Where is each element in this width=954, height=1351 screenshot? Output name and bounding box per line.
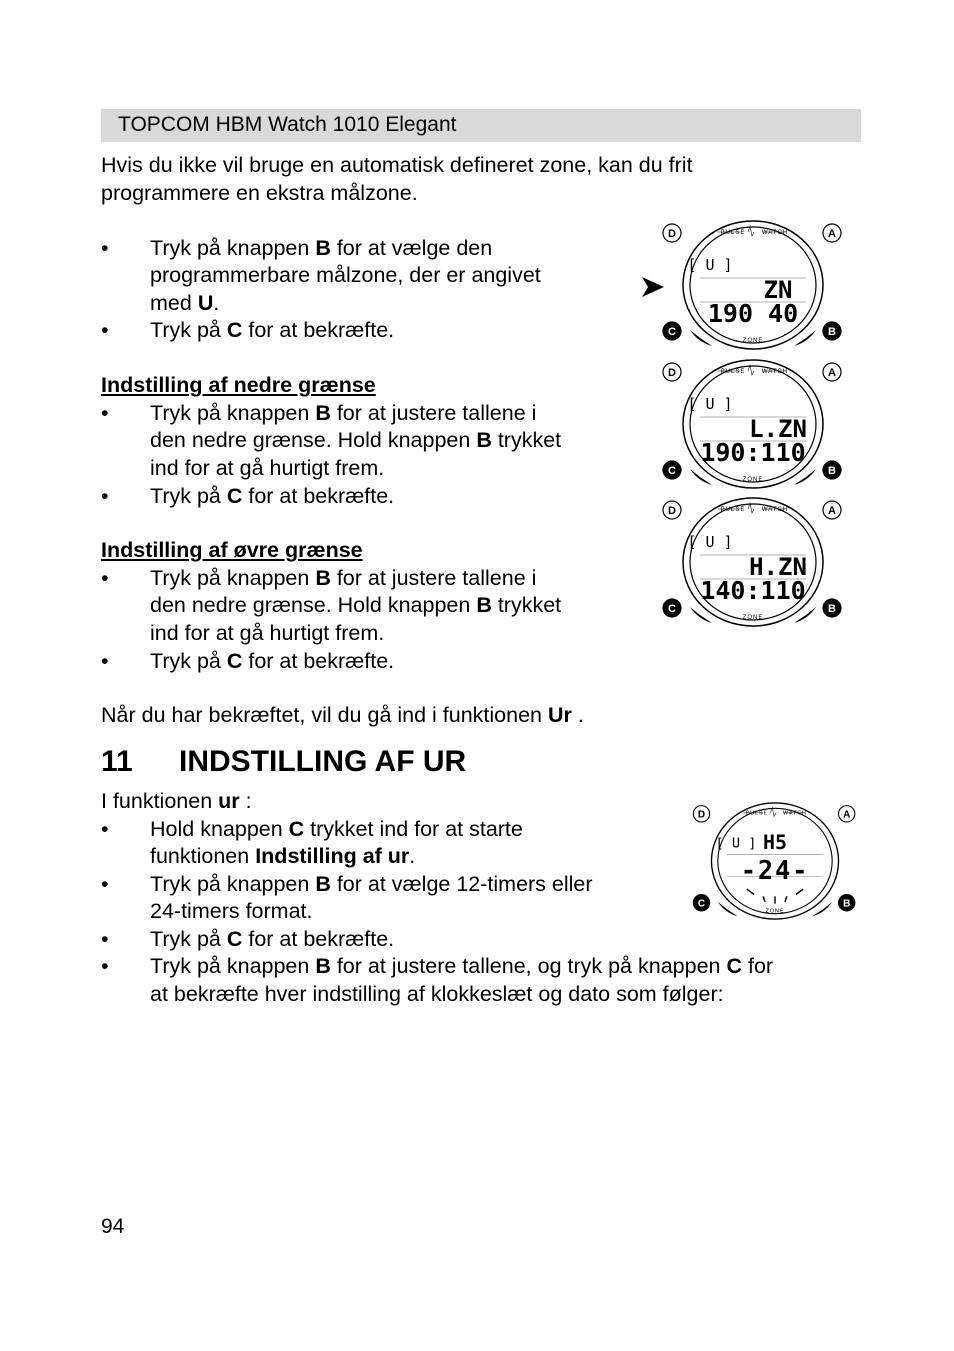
list-item-text: programmerbare målzone, der er angivet — [150, 263, 541, 287]
watch-illustration-3 — [660, 497, 846, 627]
lower-limit-heading: Indstilling af nedre grænse — [101, 373, 376, 397]
button-c-icon-label: C — [697, 898, 706, 910]
button-a-icon-label: A — [828, 367, 836, 379]
watch-brand-text: PULSE — [720, 369, 746, 375]
list-item-text: den nedre grænse. Hold knappen B trykket — [150, 428, 562, 452]
bullet: • — [101, 649, 109, 673]
bullet: • — [101, 236, 109, 260]
button-a-icon-label: A — [843, 809, 851, 821]
watch-top-display: H.ZN — [749, 553, 807, 581]
heart-icon-indicator: [ U ] — [687, 395, 733, 413]
watch-zone-text: ZONE — [742, 615, 764, 621]
button-b-icon-label: B — [828, 603, 836, 615]
heart-icon-indicator: [ U ] — [687, 533, 733, 551]
watch-zone-text: ZONE — [742, 477, 764, 483]
bullet: • — [101, 318, 109, 342]
button-c-icon-label: C — [668, 465, 676, 477]
watch-top-display: ZN — [763, 276, 793, 304]
list-item-text: den nedre grænse. Hold knappen B trykket — [150, 593, 562, 617]
button-d-icon-label: D — [697, 809, 706, 821]
bullet: • — [101, 484, 109, 508]
watch-top-display: H5 — [762, 830, 788, 855]
watch-top-display: L.ZN — [749, 415, 807, 443]
watch-zone-text: ZONE — [765, 908, 785, 915]
after-confirm-text: Når du har bekræftet, vil du gå ind i funktionen Ur . — [101, 703, 584, 727]
heart-icon-indicator: [ U ] — [715, 835, 757, 852]
list-item-text: med U. — [150, 291, 220, 315]
intro-line-2: programmere en ekstra målzone. — [101, 181, 418, 205]
watch-illustration-2 — [660, 359, 846, 489]
intro-line-1: Hvis du ikke vil bruge en automatisk defineret zone, kan du frit — [101, 153, 693, 177]
button-c-icon-label: C — [668, 603, 676, 615]
bullet: • — [101, 954, 109, 978]
watch-bottom-display: -24- — [740, 855, 810, 886]
watch-bottom-display: 140:110 — [700, 576, 806, 605]
button-a-icon-label: A — [828, 505, 836, 517]
button-d-icon-label: D — [668, 367, 676, 379]
button-b-icon-label: B — [828, 326, 836, 338]
list-item-text: 24-timers format. — [150, 899, 313, 923]
bullet: • — [101, 401, 109, 425]
button-b-icon-label: B — [843, 898, 851, 910]
watch-brand-text: WATCH — [783, 810, 807, 817]
watch-brand-text: WATCH — [761, 507, 789, 513]
watch-brand-text: WATCH — [761, 230, 789, 236]
heart-icon-indicator: [ U ] — [687, 256, 733, 274]
watch-illustration-4 — [690, 802, 860, 920]
button-d-icon-label: D — [668, 228, 676, 240]
page-number: 94 — [101, 1215, 125, 1238]
watch-brand-text: PULSE — [720, 507, 746, 513]
button-a-icon-label: A — [828, 228, 836, 240]
bullet: • — [101, 566, 109, 590]
header-title: TOPCOM HBM Watch 1010 Elegant — [118, 113, 457, 136]
watch-brand-text: PULSE — [720, 230, 746, 236]
button-b-icon-label: B — [828, 465, 836, 477]
list-item-text: ind for at gå hurtigt frem. — [150, 621, 385, 645]
list-item-text: ind for at gå hurtigt frem. — [150, 456, 385, 480]
bullet: • — [101, 817, 109, 841]
clock-intro: I funktionen ur : — [101, 789, 252, 813]
watch-brand-text: PULSE — [745, 810, 769, 817]
header-bar — [101, 109, 861, 142]
section-title: INDSTILLING AF UR — [179, 745, 467, 778]
list-item-text: at bekræfte hver indstilling af klokkeslæt og dato som følger: — [150, 982, 724, 1006]
watch-brand-text: WATCH — [761, 369, 789, 375]
watch-zone-text: ZONE — [742, 338, 764, 344]
button-c-icon-label: C — [668, 326, 676, 338]
section-number: 11 — [101, 745, 133, 778]
button-d-icon-label: D — [668, 505, 676, 517]
bullet: • — [101, 927, 109, 951]
watch-bottom-display: 190:110 — [700, 438, 806, 467]
upper-limit-heading: Indstilling af øvre grænse — [101, 538, 363, 562]
watch-bottom-display: 190 40 — [707, 299, 799, 328]
list-item-text: funktionen Indstilling af ur. — [150, 844, 416, 868]
watch-illustration-1 — [660, 220, 846, 350]
bullet: • — [101, 872, 109, 896]
